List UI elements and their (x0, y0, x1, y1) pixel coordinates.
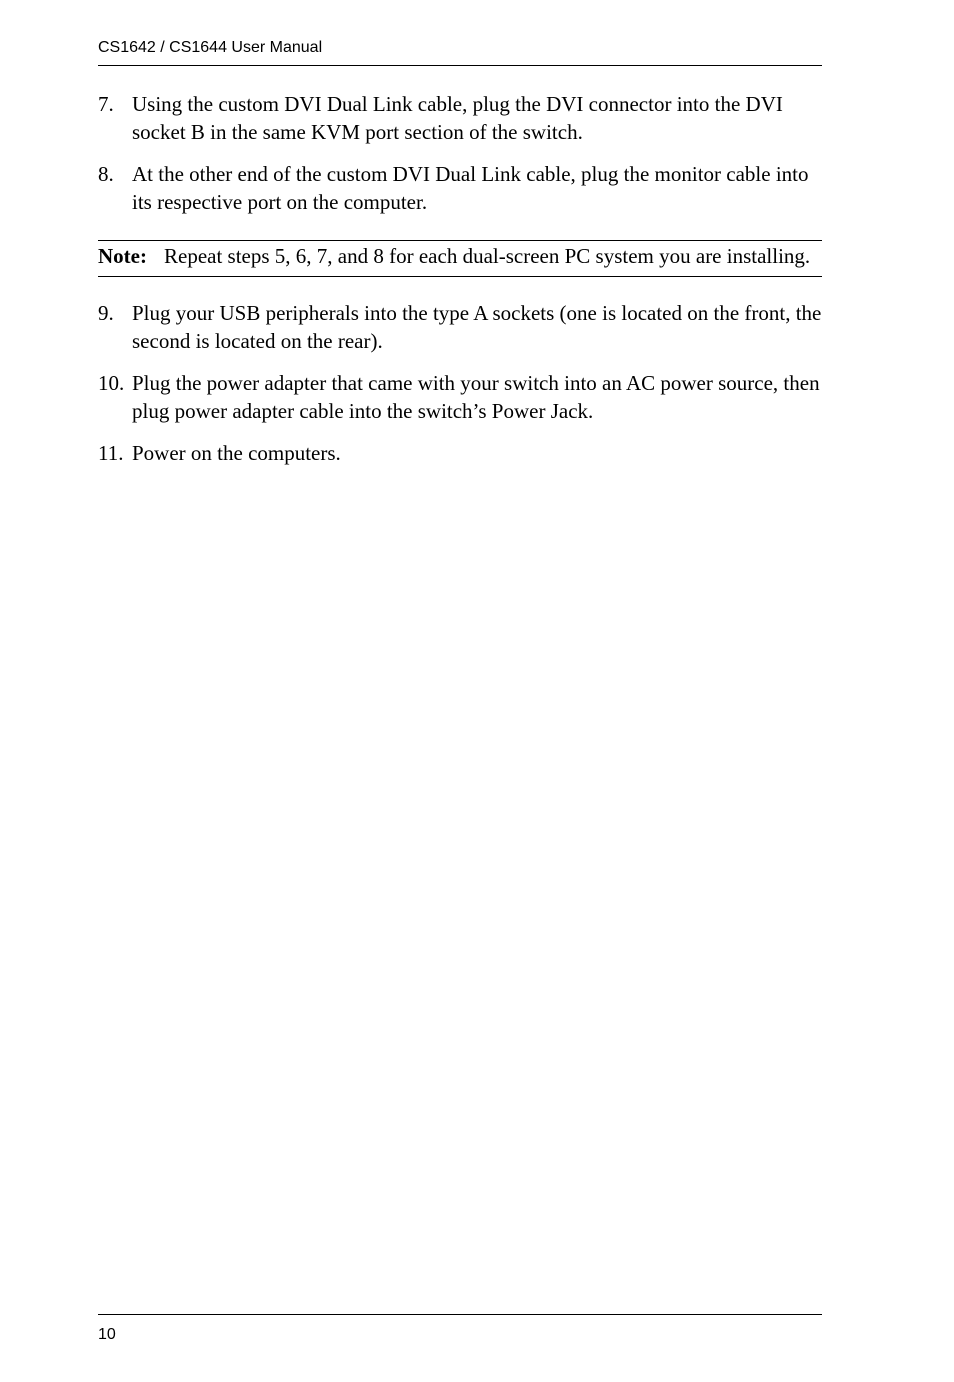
step-text: Plug the power adapter that came with your switch into an AC power source, then plug power adapter cable into the switch’s Power Jack. (132, 371, 820, 423)
step-number: 9. (98, 301, 114, 325)
page-content (98, 90, 822, 481)
step-text: Power on the computers. (132, 441, 341, 465)
step-text: Using the custom DVI Dual Link cable, plug the DVI connector into the DVI socket B in the same KVM port section of the switch. (132, 92, 783, 144)
step-text: At the other end of the custom DVI Dual Link cable, plug the monitor cable into its respective port on the computer. (132, 162, 809, 214)
step-9 (98, 299, 822, 355)
note-box (98, 240, 822, 277)
note-label: Note: (98, 244, 147, 268)
step-number: 10. (98, 371, 125, 395)
step-10 (98, 369, 822, 425)
page-header (98, 36, 822, 66)
manual-title: CS1642 / CS1644 User Manual (98, 39, 323, 56)
step-number: 7. (98, 92, 114, 116)
step-7 (98, 90, 822, 146)
step-11 (98, 439, 822, 467)
step-number: 8. (98, 162, 114, 186)
step-number: 11. (98, 441, 124, 465)
step-8 (98, 160, 822, 216)
note-text: Repeat steps 5, 6, 7, and 8 for each dual-screen PC system you are installing. (164, 244, 811, 268)
page-number: 10 (98, 1326, 116, 1343)
page-footer (98, 1314, 822, 1343)
step-text: Plug your USB peripherals into the type A sockets (one is located on the front, the second is located on the rear). (132, 301, 822, 353)
